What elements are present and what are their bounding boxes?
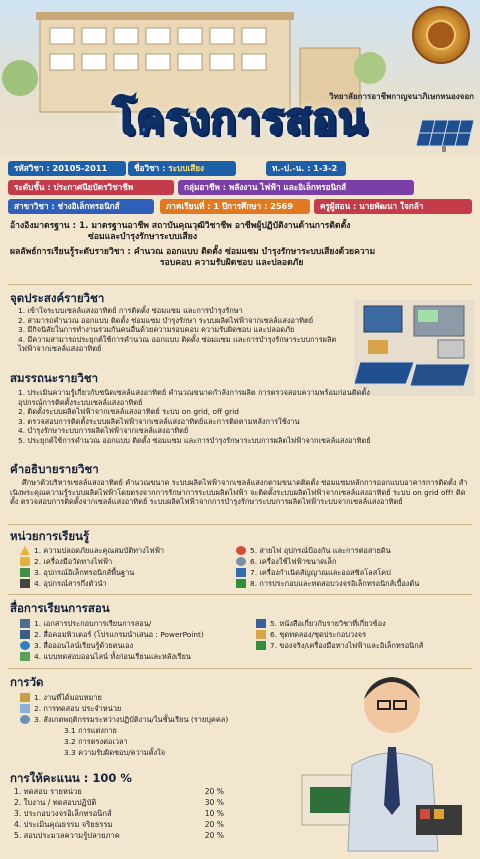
list-item bbox=[20, 618, 250, 629]
unit-label: 1. ความปลอดภัยและคุณสมบัติทางไฟฟ้า bbox=[34, 546, 165, 555]
list-item: 2. สามารถคำนวณ ออกแบบ ติดตั้ง ซ่อมแซม บำรุงรักษา ระบบผลิตไฟฟ้าจากเซลล์แสงอาทิตย์ bbox=[18, 315, 314, 325]
circuit-board-icon bbox=[256, 641, 266, 650]
media-label: 2. สื่อคอมพิวเตอร์ (โปรแกรมนำเสนอ : PowerPoint) bbox=[34, 630, 204, 639]
level-pill bbox=[8, 180, 174, 195]
course-name-label: ชื่อวิชา : bbox=[134, 163, 169, 173]
chip-icon bbox=[20, 579, 30, 588]
clipboard-icon bbox=[20, 693, 30, 702]
course-code-pill bbox=[8, 161, 126, 176]
list-item: 1. เข้าใจระบบเซลล์แสงอาทิตย์ การติดตั้ง ซ่อมแซม และการบำรุงรักษา bbox=[18, 306, 243, 315]
list-item: 1. ประเมินความรู้เกี่ยวกับชนิดเซลล์แสงอาทิตย์ คำนวณขนาดกำลังการผลิต การตรวจสอบความพร้อมก่อนติดตั้ง bbox=[18, 388, 370, 397]
observation-icon bbox=[20, 715, 30, 724]
laptop-icon bbox=[20, 619, 30, 628]
list-item bbox=[256, 629, 476, 640]
solar-panel-icon bbox=[414, 118, 476, 152]
unit-label: 7. เครื่องกำเนิดสัญญาณและออสซิลโลสโคป bbox=[250, 568, 391, 577]
college-name: วิทยาลัยการอาชีพกาญจนาภิเษกหนองจอก bbox=[329, 92, 474, 101]
outcome-line1: คำนวณ ออกแบบ ติดตั้ง ซ่อมแซม บำรุงรักษาระบบเสียงด้วยความ bbox=[133, 247, 376, 257]
list-item: 3.3 ความรับผิดชอบ/ความตั้งใจ bbox=[64, 748, 166, 757]
hours: ท.-ป.-น. : 1-3-2 bbox=[272, 163, 338, 173]
score-value: 10 % bbox=[204, 809, 224, 818]
group: กลุ่มอาชีพ : พลังงาน ไฟฟ้า และอิเล็กทรอนิกส์ bbox=[184, 182, 347, 192]
table-row bbox=[14, 808, 224, 819]
competency-list bbox=[18, 388, 474, 446]
list-item bbox=[20, 545, 240, 556]
test-paper-icon bbox=[20, 704, 30, 713]
media-right-list bbox=[256, 618, 476, 651]
hours-pill bbox=[266, 161, 346, 176]
book-icon bbox=[256, 619, 266, 628]
online-icon bbox=[20, 641, 30, 650]
college-seal-icon bbox=[412, 6, 470, 64]
score-value: 20 % bbox=[204, 831, 224, 840]
list-item: อุปกรณ์การติดตั้งระบบเซลล์แสงอาทิตย์ bbox=[18, 397, 143, 407]
units-right-list bbox=[236, 545, 476, 589]
list-item bbox=[20, 556, 240, 567]
media-title: สื่อการเรียนการสอน bbox=[10, 601, 110, 615]
multimeter-icon bbox=[20, 557, 30, 566]
semester-pill bbox=[160, 199, 310, 214]
score-item: 4. ประเมินคุณธรรม จริยธรรม bbox=[14, 820, 113, 829]
objectives-list bbox=[18, 306, 348, 354]
course-name-pill bbox=[128, 161, 236, 176]
objectives-title: จุดประสงค์รายวิชา bbox=[10, 291, 105, 305]
experiment-kit-icon bbox=[256, 630, 266, 639]
divider bbox=[8, 524, 472, 525]
list-item: 5. ประยุกต์ใช้การคำนวณ ออกแบบ ติดตั้ง ซ่อมแซม และการบำรุงรักษาระบบการผลิตไฟฟ้าจากเซลล์แสงอาทิตย์ bbox=[18, 435, 371, 445]
oscilloscope-icon bbox=[236, 568, 246, 577]
score-item: 5. สอบประมวลความรู้ปลายภาค bbox=[14, 831, 120, 840]
standard-line1: 1. มาตรฐานอาชีพ สถาบันคุณวุฒิวิชาชีพ อาชีพผู้ปฏิบัติงานด้านการติดตั้ง bbox=[79, 221, 351, 231]
table-row bbox=[14, 786, 224, 797]
list-item: 3.1 การแต่งกาย bbox=[64, 726, 117, 735]
cable-icon bbox=[236, 546, 246, 555]
score-value: 30 % bbox=[204, 798, 224, 807]
list-item bbox=[236, 545, 476, 556]
list-item bbox=[256, 618, 476, 629]
media-label: 5. หนังสือเกี่ยวกับรายวิชาที่เกี่ยวข้อง bbox=[270, 619, 386, 628]
standard-line2: ซ่อมและบำรุงรักษาระบบเสียง bbox=[88, 232, 198, 242]
unit-label: 6. เครื่องใช้ไฟฟ้าขนาดเล็ก bbox=[250, 557, 337, 566]
score-item: 2. ใบงาน / ทดสอบปฏิบัติ bbox=[14, 798, 97, 807]
divider bbox=[8, 284, 472, 285]
list-item: 3. มีกิจนิสัยในการทำงานร่วมกันคนอื่นด้วยความรอบคอบ ความรับผิดชอบ และปลอดภัย bbox=[18, 325, 295, 335]
unit-label: 2. เครื่องมือวัดทางไฟฟ้า bbox=[34, 557, 113, 566]
table-row bbox=[14, 830, 224, 841]
scoring-title: การให้คะแนน : 100 % bbox=[10, 771, 132, 785]
circuit-board-icon bbox=[236, 579, 246, 588]
unit-label: 3. อุปกรณ์อิเล็กทรอนิกส์พื้นฐาน bbox=[34, 568, 135, 577]
outcome-label: ผลลัพธ์การเรียนรู้ระดับรายวิชา : bbox=[10, 247, 134, 257]
page-title: โครงการสอน bbox=[112, 94, 368, 143]
group-pill bbox=[178, 180, 414, 195]
list-item bbox=[20, 640, 250, 651]
electronics-workbench-illustration bbox=[354, 300, 474, 396]
list-item bbox=[236, 556, 476, 567]
unit-label: 4. อุปกรณ์สารกึ่งตัวนำ bbox=[34, 579, 107, 588]
teacher-pill bbox=[314, 199, 472, 214]
media-label: 6. ชุดทดลอง/ชุดประกอบวงจร bbox=[270, 630, 367, 639]
score-value: 20 % bbox=[204, 787, 224, 796]
units-left-list bbox=[20, 545, 240, 589]
task-label: 2. การทดสอบ ประจำหน่วย bbox=[34, 704, 122, 713]
tasks-list bbox=[20, 692, 320, 758]
media-label: 7. ของจริง/เครื่องมือทางไฟฟ้าและอิเล็กทรอนิกส์ bbox=[270, 641, 424, 650]
list-item: 3. ตรวจสอบการติดตั้งระบบผลิตไฟฟ้าจากเซลล์แสงอาทิตย์และการติดตามหลังการใช้งาน bbox=[18, 416, 300, 426]
teacher: ครูผู้สอน : นายพัฒนา ใจกล้า bbox=[320, 201, 424, 211]
safety-icon bbox=[20, 546, 30, 555]
media-label: 3. สื่อออนไลน์เรียนรู้ด้วยตนเอง bbox=[34, 641, 134, 650]
list-item bbox=[20, 567, 240, 578]
list-item bbox=[20, 703, 320, 714]
level: ระดับชั้น : ประกาศนียบัตรวิชาชีพ bbox=[14, 182, 134, 192]
score-value: 20 % bbox=[204, 820, 224, 829]
course-code: รหัสวิชา : 20105-2011 bbox=[14, 163, 108, 173]
list-item bbox=[20, 629, 250, 640]
description-text: ศึกษาตัวบริหารเซลล์แสงอาทิตย์ คำนวณขนาด ระบบผลิตไฟฟ้าจากเซลล์แสงกตามขนาดติดตั้ง ซ่อมแซมหลักการออกแบบอาคารการติดตั้ง สำเนิงพระคุณความรู้ระบบผลิตไฟฟ้าโดยตรงจากการรักษาการระบบผลิตไฟฟ้า จะติดตั้งระบบผลิตไฟฟ้าจากเซลล์แสงอาทิตย์ ระบบ on grid off! ติดตั้ง ตรวจสอบการติดตั้งจากเซลล์แสงอาทิตย์ ระบบผลิตไฟฟ้าจากการบำรุงรักษาระบบการผลิตไฟฟ้าระบบจากเซลล์แสงอาทิตย์ bbox=[10, 478, 468, 507]
score-item: 1. ทดสอบ รายหน่วย bbox=[14, 787, 82, 796]
list-item: 2. ติดตั้งระบบผลิตไฟฟ้าจากเซลล์แสงอาทิตย์ ระบบ on grid, off grid bbox=[18, 407, 239, 417]
list-item bbox=[20, 651, 250, 662]
list-item: ไฟฟ้าจากเซลล์แสงอาทิตย์ bbox=[18, 344, 102, 354]
major: สาขาวิชา : ช่างอิเล็กทรอนิกส์ bbox=[14, 201, 120, 211]
tasks-title: การวัด bbox=[10, 675, 44, 689]
course-name: ระบบเสียง bbox=[168, 163, 204, 173]
score-item: 3. ประกอบวงจรอิเล็กทรอนิกส์ bbox=[14, 809, 112, 818]
circuit-board-icon bbox=[20, 568, 30, 577]
task-label: 3. สังเกตพฤติกรรมระหว่างปฏิบัติงาน/ในชั้นเรียน (รายบุคคล) bbox=[34, 715, 229, 724]
media-label: 1. เอกสารประกอบการเรียนการสอน/ bbox=[34, 619, 152, 628]
table-row bbox=[14, 797, 224, 808]
description-title: คำอธิบายรายวิชา bbox=[10, 462, 99, 476]
standard-label: อ้างอิงมาตรฐาน : bbox=[10, 221, 80, 231]
standard-block bbox=[10, 221, 472, 269]
unit-label: 5. สายไฟ อุปกรณ์ป้องกัน และการต่อสายดิน bbox=[250, 546, 391, 555]
computer-icon bbox=[20, 630, 30, 639]
list-item: 4. บำรุงรักษาระบบการผลิตไฟฟ้าจากเซลล์แสงอาทิตย์ bbox=[18, 426, 189, 436]
teacher-illustration bbox=[292, 655, 472, 855]
major-pill bbox=[8, 199, 154, 214]
list-item bbox=[256, 640, 476, 651]
unit-label: 8. การประกอบและทดสอบวงจรอิเล็กทรอนิกส์เบื้องต้น bbox=[250, 579, 420, 588]
fan-icon bbox=[236, 557, 246, 566]
list-item: 4. มีความสามารถประยุกต์ใช้การคำนวณ ออกแบบ ติดตั้ง ซ่อมแซม และการบำรุงรักษาระบบการผลิต bbox=[18, 334, 337, 344]
media-left-list bbox=[20, 618, 250, 662]
task-label: 1. งานที่ได้มอบหมาย bbox=[34, 693, 102, 702]
list-item bbox=[236, 567, 476, 578]
semester: ภาคเรียนที่ : 1 ปีการศึกษา : 2569 bbox=[166, 201, 294, 211]
list-item bbox=[20, 714, 320, 725]
scoring-table bbox=[14, 786, 224, 841]
list-item bbox=[236, 578, 476, 589]
list-item bbox=[20, 578, 240, 589]
competency-title: สมรรถนะรายวิชา bbox=[10, 371, 99, 385]
header-banner bbox=[0, 0, 480, 158]
units-title: หน่วยการเรียนรู้ bbox=[10, 529, 90, 543]
divider bbox=[8, 594, 472, 595]
outcome-line2: รอบคอบ ความรับผิดชอบ และปลอดภัย bbox=[160, 258, 304, 268]
list-item bbox=[20, 692, 320, 703]
table-row bbox=[14, 819, 224, 830]
media-label: 4. แบบทดสอบออนไลน์ ทั้งก่อนเรียนและหลังเรียน bbox=[34, 652, 191, 661]
quiz-icon bbox=[20, 652, 30, 661]
list-item: 3.2 การตรงต่อเวลา bbox=[64, 737, 128, 746]
